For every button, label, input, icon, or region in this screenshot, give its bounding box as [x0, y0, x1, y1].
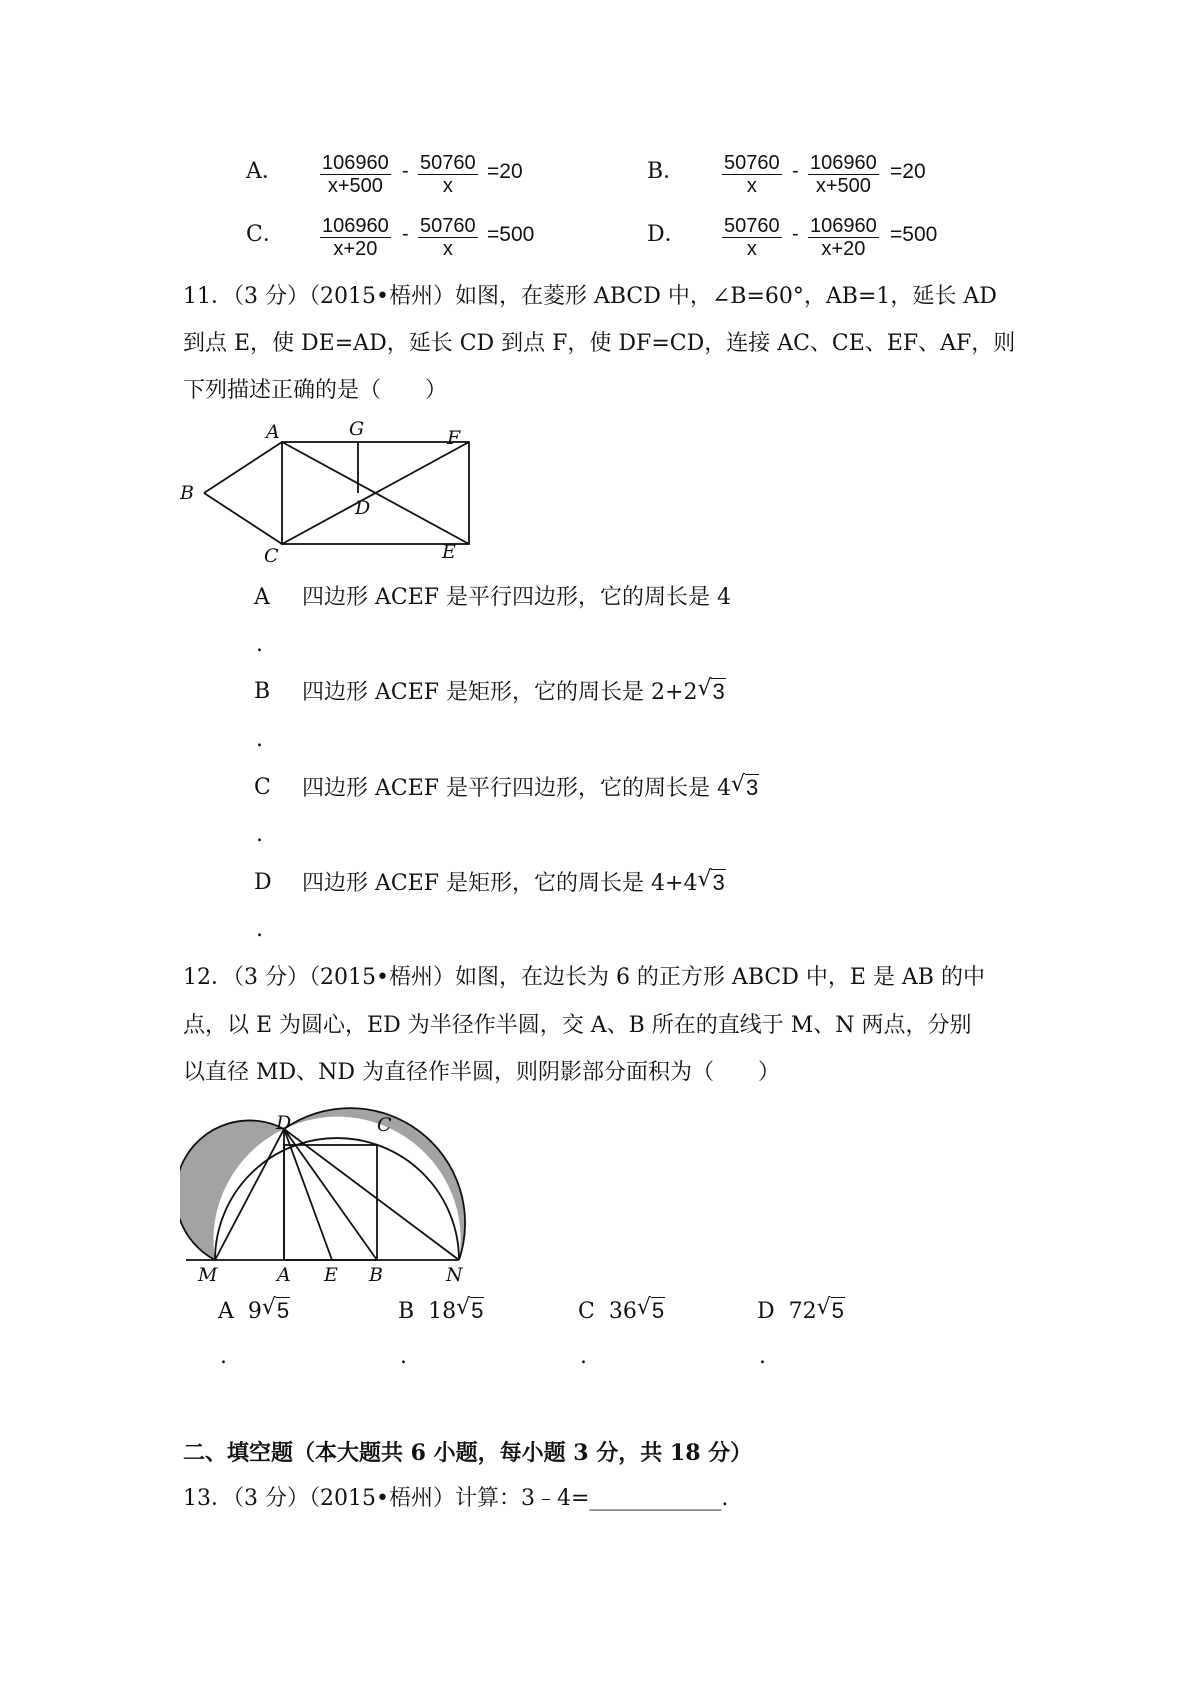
radical-icon: √ [636, 1295, 651, 1320]
denominator: x+500 [327, 175, 383, 197]
radicand: 5 [471, 1298, 484, 1323]
q11-option-a-text [302, 583, 731, 613]
option-text: 四边形 ACEF 是平行四边形，它的周长是 4 [302, 776, 732, 801]
q11-stem-line1: 11．（3 分）（2015•梧州）如图，在菱形 ABCD 中，∠B=60°，AB=1，延长 AD [183, 284, 997, 309]
q10-option-a-rhs: =20 [487, 160, 523, 183]
semicircle-nd [284, 1108, 465, 1260]
sqrt-symbol [262, 1296, 290, 1327]
q12-option-d-dot: . [759, 1344, 766, 1369]
answer-blank[interactable]: ____________ [589, 1486, 722, 1511]
radical-icon: √ [731, 772, 746, 797]
segment-bd [284, 1129, 377, 1260]
q10-option-b-fraction2 [808, 152, 879, 197]
q11-option-a-letter: A [254, 585, 270, 610]
q13-text: 13．（3 分）（2015•梧州）计算：3﹣4= [183, 1486, 590, 1511]
q12-option-a-dot: . [220, 1344, 227, 1369]
option-letter: C [578, 1299, 595, 1324]
q10-option-d-fraction1 [722, 215, 782, 260]
denominator: x+20 [821, 238, 866, 260]
q10-option-b-rhs: =20 [890, 160, 926, 183]
option-text: 四边形 ACEF 是平行四边形，它的周长是 4 [302, 585, 732, 610]
numerator: 106960 [810, 152, 877, 174]
label-e: E [442, 541, 456, 563]
radicand: 3 [712, 679, 725, 704]
numerator: 50760 [420, 215, 476, 237]
section-heading: 二、填空题（本大题共 6 小题，每小题 3 分，共 18 分） [183, 1440, 753, 1466]
label-b: B [180, 482, 194, 504]
q11-option-d-dot: . [256, 917, 263, 942]
sqrt-symbol [731, 773, 759, 804]
shaded-region-left [180, 1120, 284, 1260]
numerator: 106960 [322, 152, 389, 174]
q11-option-a-dot: . [256, 632, 263, 657]
q11-option-c-letter: C [254, 775, 271, 800]
q10-option-b-fraction1 [722, 152, 782, 197]
coefficient: 9 [247, 1299, 262, 1324]
radicand: 3 [712, 870, 725, 895]
q10-option-b-letter: B． [647, 159, 686, 184]
sqrt-symbol [697, 677, 725, 708]
radical-icon: √ [697, 867, 712, 892]
q11-rhombus-figure [180, 420, 480, 570]
denominator: x [442, 238, 453, 260]
coefficient: 72 [788, 1299, 817, 1324]
segment-bc [204, 493, 282, 544]
label-e: E [324, 1264, 338, 1285]
label-c: C [377, 1114, 392, 1136]
radical-icon: √ [697, 676, 712, 701]
q11-option-d-text [302, 868, 726, 899]
numerator: 106960 [322, 215, 389, 237]
denominator: x [746, 175, 757, 197]
radicand: 5 [831, 1298, 844, 1323]
numerator: 50760 [420, 152, 476, 174]
label-d: D [276, 1112, 292, 1134]
coefficient: 36 [608, 1299, 637, 1324]
minus-sign: - [792, 160, 799, 182]
denominator: x+500 [815, 175, 871, 197]
sqrt-symbol [456, 1296, 484, 1327]
sqrt-symbol [817, 1296, 845, 1327]
shaded-region-right [284, 1108, 465, 1260]
q12-option-b-dot: . [400, 1344, 407, 1369]
q11-option-c-text [302, 773, 759, 804]
q10-option-d-rhs: =500 [890, 223, 938, 246]
q11-stem-line3: 下列描述正确的是（ ） [183, 378, 448, 403]
radicand: 5 [276, 1298, 290, 1323]
numerator: 50760 [724, 152, 780, 174]
label-d: D [355, 497, 371, 519]
label-n: N [446, 1264, 463, 1285]
radical-icon: √ [261, 1295, 276, 1320]
minus-sign: - [402, 160, 409, 182]
label-g: G [349, 420, 365, 440]
q12-option-b [398, 1296, 484, 1327]
q11-stem-line2: 到点 E，使 DE=AD，延长 CD 到点 F，使 DF=CD，连接 AC、CE、EF、AF，则 [183, 331, 1016, 356]
denominator: x [442, 175, 453, 197]
option-letter: D [757, 1299, 775, 1324]
q10-option-c-rhs: =500 [487, 223, 535, 246]
q12-stem-line2: 点，以 E 为圆心，ED 为半径作半圆，交 A、B 所在的直线于 M、N 两点，分别 [183, 1013, 972, 1038]
option-text: 四边形 ACEF 是矩形，它的周长是 2+2 [302, 680, 698, 705]
q10-option-a-fraction1 [320, 152, 391, 197]
option-text: 四边形 ACEF 是矩形，它的周长是 4+4 [302, 871, 698, 896]
q11-option-d-letter: D [254, 870, 272, 895]
radical-icon: √ [456, 1295, 471, 1320]
q10-option-d-fraction2 [808, 215, 879, 260]
q10-option-c-letter: C． [246, 222, 285, 247]
segment-ab [204, 442, 282, 493]
minus-sign: - [792, 223, 799, 245]
q12-option-a [218, 1296, 290, 1327]
coefficient: 18 [428, 1299, 457, 1324]
q11-option-b-text [302, 677, 726, 708]
denominator: x [746, 238, 757, 260]
segment-ed [284, 1129, 332, 1260]
q10-option-a-letter: A． [246, 159, 284, 184]
radicand: 5 [651, 1298, 665, 1323]
sqrt-symbol [637, 1296, 665, 1327]
q12-semicircle-figure [180, 1100, 500, 1285]
q12-stem-line3: 以直径 MD、ND 为直径作半圆，则阴影部分面积为（ ） [183, 1060, 781, 1085]
q12-option-c [578, 1296, 665, 1327]
numerator: 50760 [724, 215, 780, 237]
sqrt-symbol [697, 868, 725, 899]
q10-option-c-fraction1 [320, 215, 391, 260]
radicand: 3 [746, 775, 759, 800]
q13-stem [183, 1484, 728, 1514]
label-b: B [369, 1264, 383, 1285]
numerator: 106960 [810, 215, 877, 237]
label-m: M [198, 1264, 218, 1285]
denominator: x+20 [333, 238, 378, 260]
q11-option-b-letter: B [254, 679, 271, 704]
label-a: A [277, 1264, 291, 1285]
q13-end-punct: . [721, 1486, 729, 1511]
q10-option-a-fraction2 [418, 152, 478, 197]
radical-icon: √ [816, 1295, 831, 1320]
option-letter: B [398, 1299, 415, 1324]
label-c: C [264, 545, 279, 567]
semicircle-mn [215, 1138, 459, 1260]
q11-option-b-dot: . [256, 727, 263, 752]
label-a: A [266, 421, 280, 443]
q12-stem-line1: 12．（3 分）（2015•梧州）如图，在边长为 6 的正方形 ABCD 中，E 是 AB 的中 [183, 965, 985, 990]
q11-option-c-dot: . [256, 822, 263, 847]
q10-option-d-letter: D． [647, 222, 687, 247]
square-abcd [284, 1145, 377, 1260]
label-f: F [447, 427, 461, 449]
q10-option-c-fraction2 [418, 215, 478, 260]
q12-option-c-dot: . [580, 1344, 587, 1369]
q12-option-d [757, 1296, 845, 1327]
option-letter: A [218, 1299, 234, 1324]
minus-sign: - [402, 223, 409, 245]
